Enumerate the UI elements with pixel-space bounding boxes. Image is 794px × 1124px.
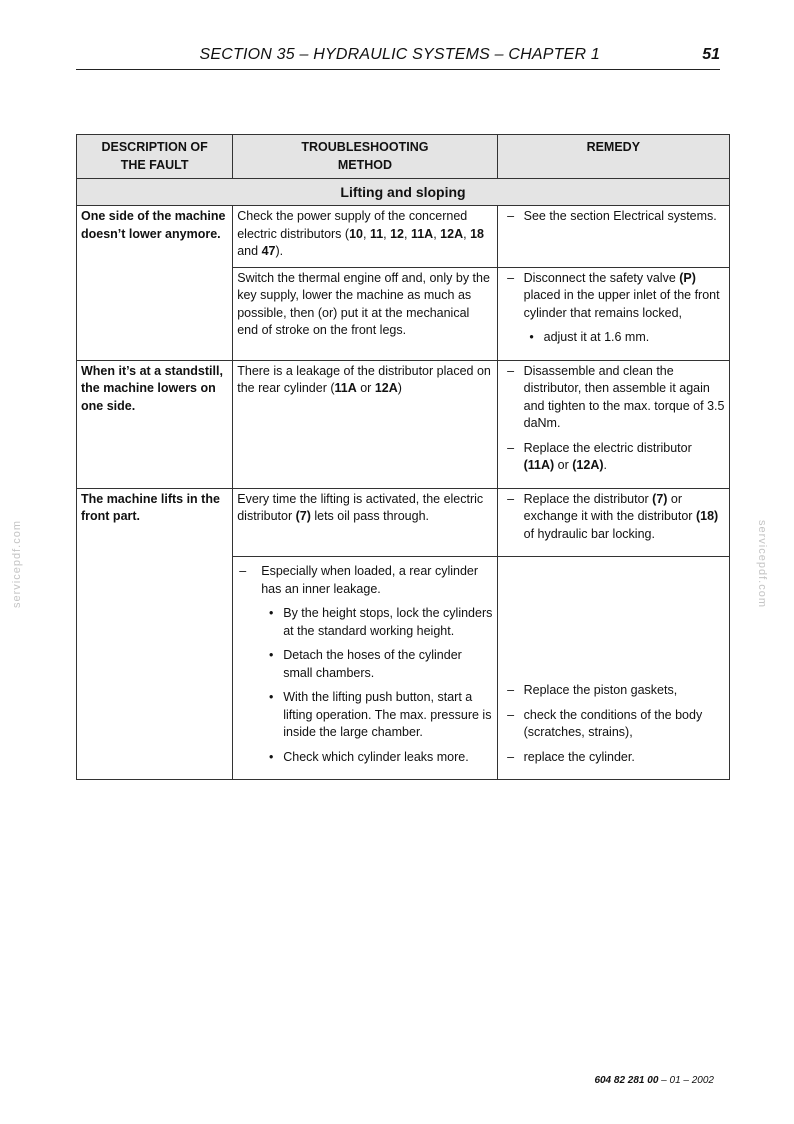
list-item [498, 491, 725, 544]
method-cell [233, 206, 497, 268]
method-cell [233, 488, 497, 557]
dash-marker: – [507, 363, 515, 378]
watermark-left: servicepdf.com [10, 520, 23, 608]
table-row [77, 488, 730, 557]
bullet-marker: • [529, 330, 534, 344]
fault-cell [77, 488, 233, 780]
method-text: Especially when loaded, a rear cylinder has an inner leakage. [261, 564, 479, 596]
header-fault-line: DESCRIPTION OF [101, 140, 208, 154]
list-item [498, 363, 725, 433]
list-item [498, 707, 725, 742]
bullet-marker: • [269, 606, 274, 620]
table-row [77, 206, 730, 268]
header-fault [77, 135, 233, 179]
list-item [498, 440, 725, 475]
list-item [498, 208, 725, 226]
remedy-cell [497, 360, 729, 488]
method-cell [233, 557, 497, 780]
page-footer [460, 1075, 714, 1086]
method-text: By the height stops, lock the cylinders at the standard working height. [283, 606, 493, 638]
list-item [237, 605, 492, 640]
bullet-marker: • [269, 648, 274, 662]
list-item [237, 563, 492, 598]
list-item [498, 329, 725, 347]
list-item [237, 689, 492, 742]
dash-marker: – [507, 209, 515, 223]
dash-marker: – [507, 440, 515, 455]
remedy-text: Disconnect the safety valve (P) placed in the upper inlet of the front cylinder that remains locked, [523, 270, 720, 320]
table-header-row [77, 135, 730, 179]
method-cell [233, 360, 497, 488]
list-item [237, 749, 492, 767]
header-method [233, 135, 497, 179]
list-item [498, 749, 725, 767]
method-text: Every time the lifting is activated, the electric distributor (7) lets oil pass through. [237, 491, 484, 523]
page-number: 51 [702, 46, 720, 63]
dash-marker: – [507, 270, 515, 285]
fault-text: One side of the machine doesn’t lower anymore. [81, 209, 226, 241]
bullet-marker: • [269, 749, 274, 764]
fault-text: The machine lifts in the front part. [81, 491, 220, 523]
list-item [498, 682, 725, 700]
fault-cell [77, 206, 233, 361]
remedy-text: Replace the electric distributor (11A) or (12A). [523, 440, 692, 472]
remedy-text: Replace the piston gaskets, [523, 683, 678, 697]
dash-marker: – [507, 749, 515, 764]
section-title: Lifting and sloping [77, 179, 730, 206]
header-remedy-line: REMEDY [586, 140, 641, 154]
header-method-line: TROUBLESHOOTING [301, 140, 429, 154]
remedy-cell [497, 488, 729, 557]
fault-text: When it’s at a standstill, the machine lowers on one side. [81, 363, 223, 413]
remedy-text: replace the cylinder. [523, 749, 635, 764]
remedy-cell [497, 206, 729, 268]
table-row [77, 360, 730, 488]
method-text: Check the power supply of the concerned electric distributors (10, 11, 12, 11A, 12A, 18 and 47). [237, 209, 484, 258]
troubleshooting-table [76, 134, 730, 780]
remedy-cell [497, 267, 729, 360]
header-method-line: METHOD [337, 158, 393, 172]
method-text: Detach the hoses of the cylinder small chambers. [283, 648, 462, 680]
remedy-text: See the section Electrical systems. [523, 209, 717, 223]
fault-cell [77, 360, 233, 488]
remedy-cell [497, 557, 729, 780]
dash-marker: – [507, 707, 515, 722]
dash-marker: – [507, 491, 515, 506]
remedy-text: Disassemble and clean the distributor, then assemble it again and tighten to the max. torque of 3.5 daNm. [523, 363, 725, 430]
dash-marker: – [239, 564, 247, 578]
bullet-marker: • [269, 690, 274, 704]
header-fault-line: THE FAULT [120, 158, 189, 172]
footer-suffix: – 01 – 2002 [658, 1075, 714, 1086]
header-remedy [497, 135, 729, 179]
method-text: With the lifting push button, start a lifting operation. The max. pressure is inside the large chamber. [283, 690, 492, 739]
list-item [237, 647, 492, 682]
method-text: Check which cylinder leaks more. [283, 749, 469, 764]
method-cell [233, 267, 497, 360]
header-rule [76, 69, 720, 70]
method-text: There is a leakage of the distributor placed on the rear cylinder (11A or 12A) [237, 363, 491, 395]
dash-marker: – [507, 683, 515, 697]
page-header-title: SECTION 35 – HYDRAULIC SYSTEMS – CHAPTER 1 [199, 46, 600, 63]
section-row [77, 179, 730, 206]
remedy-text: Replace the distributor (7) or exchange it with the distributor (18) of hydraulic bar locking. [523, 491, 719, 541]
footer-code: 604 82 281 00 [594, 1075, 659, 1086]
method-text: Switch the thermal engine off and, only by the key supply, lower the machine as much as possible, then (or) put it at the mechanical end of stroke on the front legs. [237, 270, 490, 337]
watermark-right: servicepdf.com [755, 520, 768, 608]
remedy-text: check the conditions of the body (scratches, strains), [523, 707, 703, 739]
remedy-text: adjust it at 1.6 mm. [543, 330, 650, 344]
list-item [498, 270, 725, 323]
